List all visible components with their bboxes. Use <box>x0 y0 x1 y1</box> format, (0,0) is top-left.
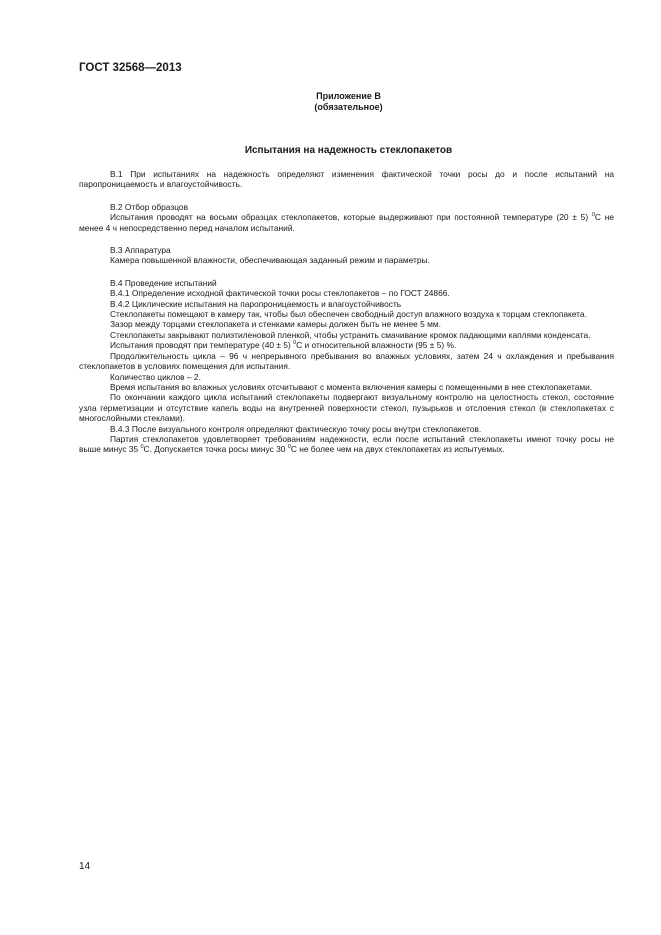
subsection-heading: В.2 Отбор образцов <box>110 201 189 212</box>
paragraph <box>79 434 614 455</box>
section-title: Испытания на надежность стеклопакетов <box>244 145 453 156</box>
paragraph: Камера повышенной влажности, обеспечивающая заданный режим и параметры. <box>110 255 430 266</box>
paragraph: В.1 При испытаниях на надежность определяют изменения фактической точки росы до и после испытаний на паропроницаемость и влагоустойчивость. <box>79 169 614 190</box>
degree-mark: 0 <box>591 212 595 219</box>
annex-label: Приложение В <box>316 91 381 101</box>
paragraph: По окончании каждого цикла испытаний стеклопакеты подвергают визуальному контролю на целостность стекол, состояние узла герметизации и отсутствие капель воды на внутренней поверхности стекол, пузырьков и отслоения стекол (в стеклопакетах с многослойными стеклами). <box>79 392 614 424</box>
paragraph: Зазор между торцами стеклопакета и стенками камеры должен быть не менее 5 мм. <box>110 319 441 330</box>
paragraph: Продолжительность цикла – 96 ч непрерывного пребывания во влажных условиях, затем 24 ч охлаждения и пребывания стеклопакетов в условиях помещения для испытания. <box>79 350 614 372</box>
text-run: С и относительной влажности (95 ± 5) %. <box>296 340 457 351</box>
paragraph <box>79 340 614 350</box>
paragraph: В.4.2 Циклические испытания на паропроницаемость и влагоустойчивость <box>110 298 402 309</box>
degree-mark: 0 <box>293 340 297 347</box>
degree-mark: 0 <box>140 444 144 451</box>
paragraph: Время испытания во влажных условиях отсчитывают с момента включения камеры с помещенными в нее стеклопакетами. <box>110 381 593 392</box>
text-run: С не менее 4 ч непосредственно перед началом испытаний. <box>79 212 614 233</box>
subsection-heading: В.3 Аппаратура <box>110 245 171 256</box>
document-body <box>79 169 614 455</box>
annex-status: (обязательное) <box>314 102 383 112</box>
text-run: С не более чем на двух стеклопакетах из испытуемых. <box>290 444 505 455</box>
paragraph: В.4.1 Определение исходной фактической точки росы стеклопакетов – по ГОСТ 24866. <box>110 288 450 299</box>
paragraph: Стеклопакеты закрывают полиэтиленовой пленкой, чтобы устранить смачивание кромок падающими каплями конденсата. <box>110 329 591 340</box>
paragraph: Стеклопакеты помещают в камеру так, чтобы был обеспечен свободный доступ влажного воздуха к торцам стеклопакета. <box>110 309 587 320</box>
document-id: ГОСТ 32568—2013 <box>79 62 182 74</box>
text-run: Испытания проводят при температуре (40 ± 5) <box>110 340 294 351</box>
paragraph: В.4.3 После визуального контроля определяют фактическую точку росы внутри стеклопакетов. <box>110 423 482 434</box>
paragraph <box>79 212 614 233</box>
text-run: Испытания проводят на восьми образцах стеклопакетов, которые выдерживают при постоянной температуре (20 ± 5) <box>110 212 592 223</box>
text-run: С. Допускается точка росы минус 30 <box>143 444 288 455</box>
subsection-heading: В.4 Проведение испытаний <box>110 277 217 288</box>
degree-mark: 0 <box>287 444 291 451</box>
page-number: 14 <box>79 861 91 872</box>
text-run: Партия стеклопакетов удовлетворяет требованиям надежности, если после испытаний стеклопакеты имеют точку росы не выше минус 35 <box>79 433 614 455</box>
paragraph: Количество циклов – 2. <box>110 371 201 382</box>
